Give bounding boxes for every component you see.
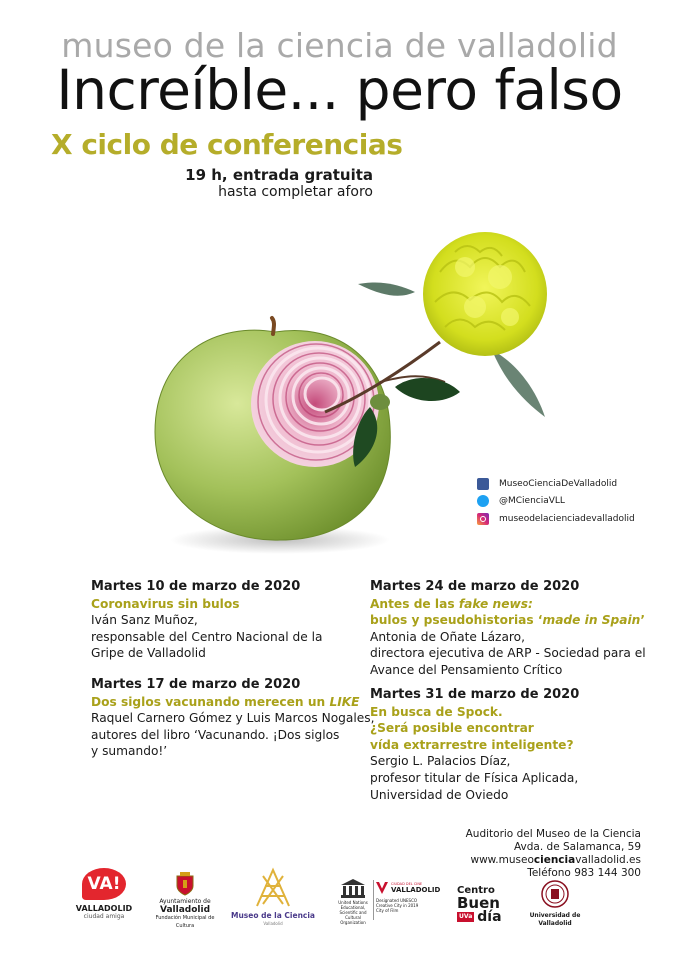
film-top: CIUDAD DEL CINE	[391, 882, 423, 886]
talk-title: ¿Será posible encontrar	[370, 721, 534, 736]
unesco-line3: Cultural Organization	[340, 915, 366, 925]
talk-speaker: directora ejecutiva de ARP - Sociedad para el	[370, 646, 646, 661]
page-title: Increíble... pero falso	[56, 58, 623, 122]
va-tagline: ciudad amiga	[83, 913, 125, 920]
cycle-title: X ciclo de conferencias	[51, 128, 403, 161]
cb-uva: UVa	[459, 913, 473, 920]
venue-address: Avda. de Salamanca, 59	[513, 841, 641, 853]
apple-flower-illustration	[140, 222, 580, 562]
capacity-info: hasta completar aforo	[218, 184, 373, 200]
talk-speaker: profesor titular de Física Aplicada,	[370, 770, 579, 785]
ayuntamiento-logo	[146, 872, 224, 930]
facebook-link[interactable]	[477, 478, 617, 490]
talk-title: Coronavirus sin bulos	[91, 596, 240, 611]
talk-title: En busca de Spock.	[370, 704, 503, 719]
ayuntamiento-line3: Fundación Municipal de Cultura	[155, 915, 215, 929]
coat-of-arms-icon	[175, 872, 195, 896]
unesco-temple-icon	[340, 878, 366, 898]
film-line3: City of Film	[376, 908, 399, 913]
talk-title: Dos siglos vacunando merecen un LIKE	[91, 694, 360, 709]
instagram-link[interactable]	[477, 513, 635, 525]
talk-speaker: Avance del Pensamiento Crítico	[370, 662, 563, 677]
unesco-line2: Educational, Scientific and	[339, 905, 367, 915]
talk-3	[370, 579, 646, 679]
talk-date: Martes 10 de marzo de 2020	[91, 579, 301, 594]
museo-logo-name: Museo de la Ciencia	[230, 911, 315, 920]
cb-line2: Buen	[457, 894, 500, 912]
twitter-icon	[477, 495, 489, 507]
talk-title: bulos y pseudohistorias ‘made in Spain’	[370, 613, 645, 628]
time-info: 19 h, entrada gratuita	[185, 166, 373, 184]
talk-speaker: y sumando!’	[91, 744, 168, 759]
talk-speaker: Gripe de Valladolid	[91, 646, 206, 661]
university-seal-icon	[541, 880, 569, 908]
film-v-icon	[376, 882, 388, 894]
talk-speaker: Sergio L. Palacios Díaz,	[370, 754, 511, 769]
city-of-film-logo	[376, 882, 448, 913]
talk-speaker: responsable del Centro Nacional de la	[91, 629, 323, 644]
va-valladolid-logo	[74, 868, 134, 921]
ayuntamiento-line1: Ayuntamiento de	[159, 898, 211, 905]
talk-1	[91, 579, 322, 662]
museo-ciencia-logo	[230, 866, 316, 928]
universidad-logo	[515, 880, 595, 928]
talk-speaker: Antonia de Oñate Lázaro,	[370, 629, 525, 644]
talk-speaker: Raquel Carnero Gómez y Luis Marcos Nogales,	[91, 711, 375, 726]
talk-2	[91, 677, 375, 760]
venue-name: Auditorio del Museo de la Ciencia	[465, 828, 641, 840]
facebook-handle: MuseoCienciaDeValladolid	[499, 479, 618, 489]
unesco-line1: United Nations	[338, 900, 368, 905]
film-name: VALLADOLID	[391, 886, 441, 894]
logo-divider	[373, 880, 374, 920]
talk-speaker: Universidad de Oviedo	[370, 787, 509, 802]
talk-title: Antes de las fake news:	[370, 596, 533, 611]
va-name: VALLADOLID	[75, 904, 133, 913]
unesco-logo	[333, 878, 373, 925]
talk-date: Martes 17 de marzo de 2020	[91, 677, 301, 692]
ayuntamiento-line2: Valladolid	[159, 905, 211, 915]
sponsor-logos	[0, 866, 679, 936]
venue-phone: Teléfono 983 144 300	[527, 867, 641, 879]
museo-logo-sub: Valladolid	[263, 921, 283, 926]
museum-title: museo de la ciencia de valladolid	[61, 26, 618, 65]
talk-speaker: autores del libro ‘Vacunando. ¡Dos siglos	[91, 727, 340, 742]
centro-buendia-logo	[457, 886, 507, 924]
film-line2: Creative City in 2019	[376, 903, 419, 908]
talk-title: vída extrarrestre inteligente?	[370, 737, 574, 752]
twitter-handle: @MCienciaVLL	[499, 496, 565, 506]
talk-speaker: Iván Sanz Muñoz,	[91, 613, 198, 628]
instagram-handle: museodelacienciadevalladolid	[499, 514, 635, 524]
talk-4	[370, 687, 579, 803]
cb-line1: Centro	[457, 885, 495, 896]
cb-line3: día	[477, 909, 502, 925]
facebook-icon	[477, 478, 489, 490]
carnation-flower	[423, 232, 547, 356]
instagram-icon	[477, 513, 489, 525]
venue-website[interactable]: www.museocienciavalladolid.es	[470, 854, 641, 866]
university-name: Universidad de Valladolid	[529, 912, 581, 927]
talk-date: Martes 24 de marzo de 2020	[370, 579, 580, 594]
museo-mark-icon	[253, 866, 293, 910]
film-line1: Designated UNESCO	[376, 898, 418, 903]
twitter-link[interactable]	[477, 495, 565, 507]
talk-date: Martes 31 de marzo de 2020	[370, 687, 580, 702]
va-mark: VA!	[82, 868, 126, 900]
